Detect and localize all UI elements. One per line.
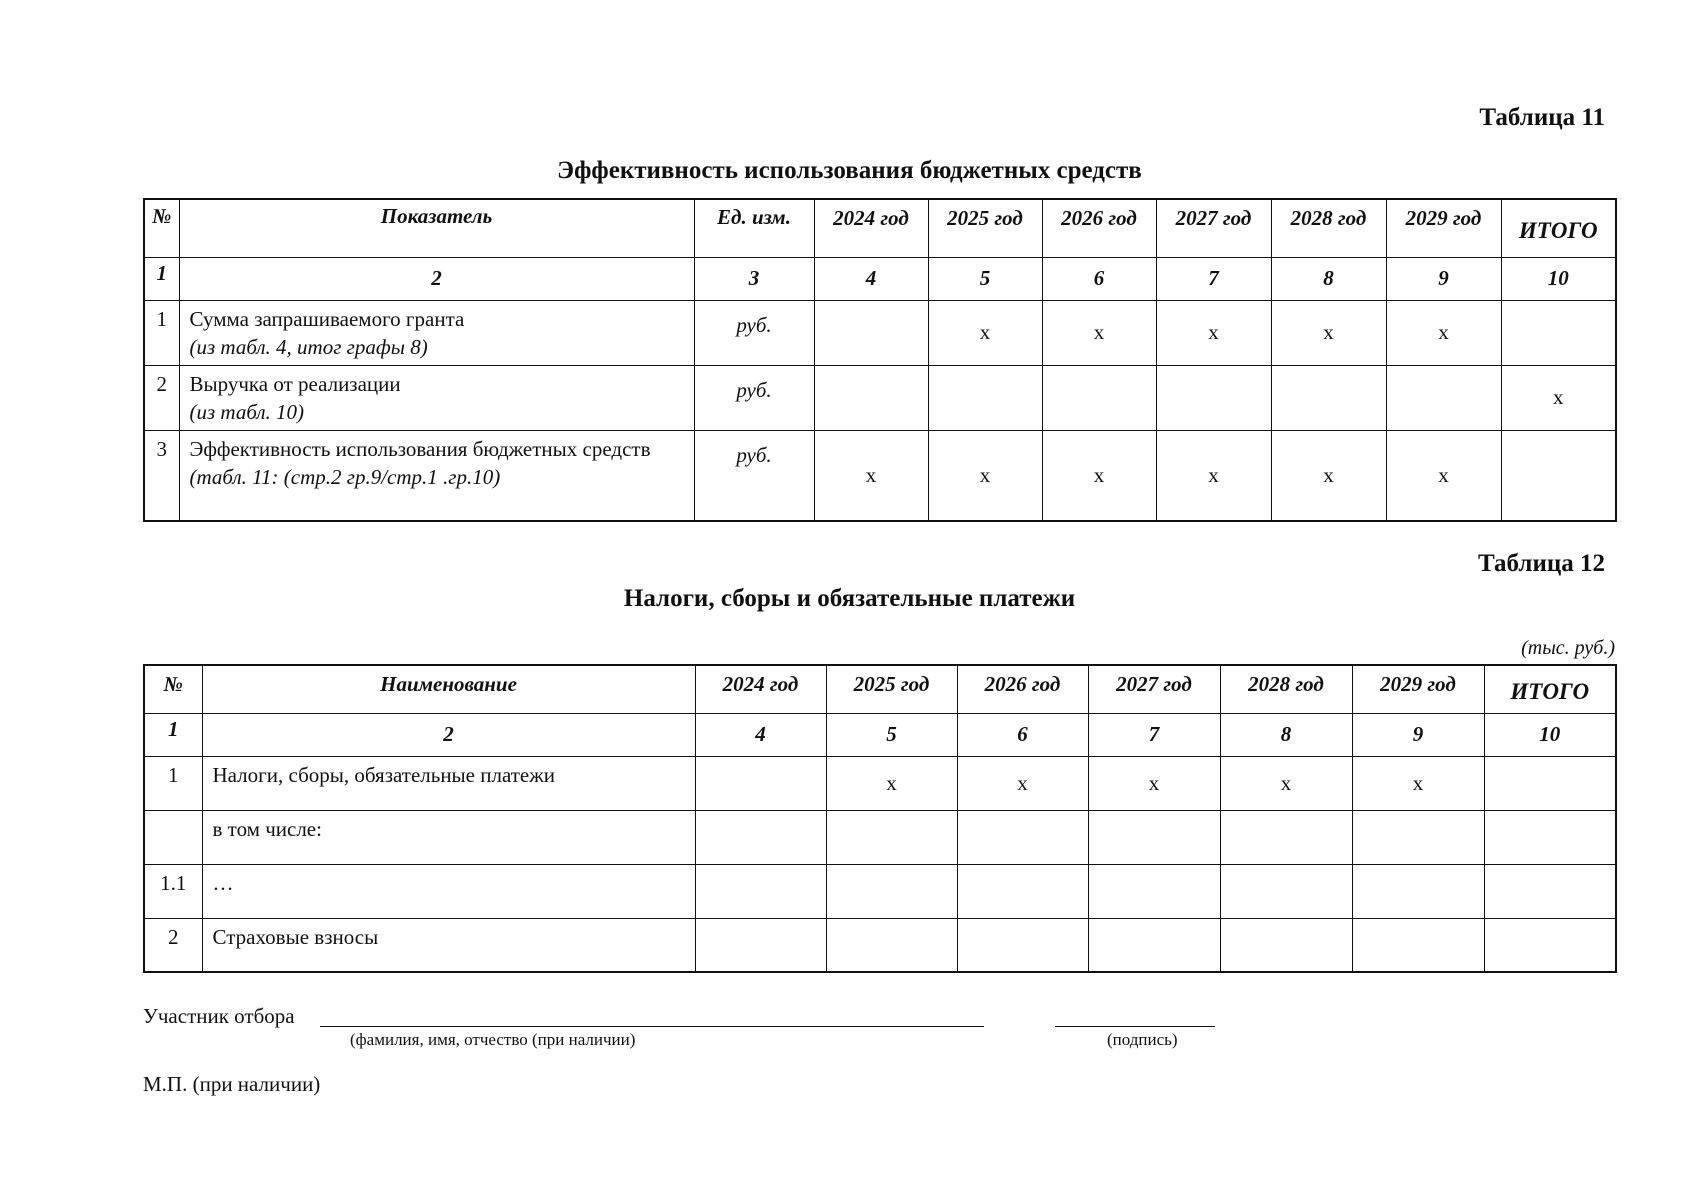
column-number: 2 <box>179 257 694 300</box>
value-cell <box>1352 918 1484 972</box>
row-number: 1 <box>144 756 202 810</box>
value-cell: x <box>826 756 957 810</box>
column-number: 10 <box>1501 257 1616 300</box>
column-number: 8 <box>1220 713 1352 756</box>
value-cell <box>1220 810 1352 864</box>
value-cell <box>814 365 928 430</box>
table-row <box>144 300 1616 365</box>
header-cell: 2025 год <box>826 665 957 713</box>
value-cell <box>826 864 957 918</box>
value-cell <box>1220 864 1352 918</box>
header-cell: 2029 год <box>1386 199 1501 257</box>
value-cell <box>1386 365 1501 430</box>
header-cell: 2029 год <box>1352 665 1484 713</box>
column-number: 6 <box>1042 257 1156 300</box>
table-12-colnum-row <box>144 713 1616 756</box>
value-cell <box>1042 365 1156 430</box>
table-row <box>144 365 1616 430</box>
column-number: 9 <box>1352 713 1484 756</box>
value-cell <box>957 918 1088 972</box>
row-name-text: Эффективность использования бюджетных средств <box>189 436 651 461</box>
header-cell: 2024 год <box>695 665 826 713</box>
value-cell <box>1501 300 1616 365</box>
header-cell: 2024 год <box>814 199 928 257</box>
value-cell: x <box>1386 430 1501 521</box>
row-name <box>179 300 694 365</box>
column-number: 2 <box>202 713 695 756</box>
row-name: Налоги, сборы, обязательные платежи <box>202 756 695 810</box>
value-cell <box>814 300 928 365</box>
column-number: 4 <box>814 257 928 300</box>
value-cell <box>928 365 1042 430</box>
value-cell <box>1271 365 1386 430</box>
column-number: 1 <box>144 257 179 300</box>
row-name-text: Выручка от реализации <box>189 371 401 396</box>
table-12-label: Таблица 12 <box>1477 550 1605 577</box>
value-cell: x <box>1501 365 1616 430</box>
row-name-source: (из табл. 10) <box>189 399 305 424</box>
header-cell: 2027 год <box>1088 665 1220 713</box>
value-cell: x <box>1042 300 1156 365</box>
table-12-units: (тыс. руб.) <box>1521 637 1615 659</box>
column-number: 10 <box>1484 713 1616 756</box>
header-cell: Показатель <box>179 199 694 257</box>
column-number: 4 <box>695 713 826 756</box>
table-11-header-row <box>144 199 1616 257</box>
row-name-source: (из табл. 4, итог графы 8) <box>189 334 428 359</box>
table-11-label: Таблица 11 <box>1479 104 1605 131</box>
unit-cell: руб. <box>694 430 814 521</box>
row-name-source: (табл. 11: (стр.2 гр.9/стр.1 .гр.10) <box>189 464 501 489</box>
row-number: 1.1 <box>144 864 202 918</box>
column-number: 5 <box>928 257 1042 300</box>
value-cell: x <box>957 756 1088 810</box>
value-cell <box>1501 430 1616 521</box>
value-cell <box>1088 864 1220 918</box>
value-cell <box>1352 864 1484 918</box>
value-cell <box>1220 918 1352 972</box>
header-cell: Наименование <box>202 665 695 713</box>
row-name: Страховые взносы <box>202 918 695 972</box>
table-12-header-row <box>144 665 1616 713</box>
table-12-title: Налоги, сборы и обязательные платежи <box>623 585 1076 612</box>
value-cell: x <box>1156 430 1271 521</box>
row-name: в том числе: <box>202 810 695 864</box>
value-cell <box>1352 810 1484 864</box>
value-cell: x <box>1386 300 1501 365</box>
header-cell: № <box>144 665 202 713</box>
table-12 <box>143 664 1617 973</box>
value-cell: x <box>1271 300 1386 365</box>
header-cell: Ед. изм. <box>694 199 814 257</box>
unit-cell: руб. <box>694 300 814 365</box>
name-signature-line <box>320 1002 984 1027</box>
header-cell: ИТОГО <box>1484 665 1616 713</box>
value-cell <box>695 756 826 810</box>
value-cell <box>1484 864 1616 918</box>
row-name: … <box>202 864 695 918</box>
value-cell <box>957 810 1088 864</box>
name-caption: (фамилия, имя, отчество (при наличии) <box>350 1030 636 1049</box>
row-number: 2 <box>144 918 202 972</box>
row-number: 2 <box>144 365 179 430</box>
sign-caption: (подпись) <box>1107 1030 1178 1049</box>
value-cell: x <box>928 300 1042 365</box>
row-name <box>179 430 694 521</box>
header-cell: № <box>144 199 179 257</box>
value-cell <box>1484 918 1616 972</box>
value-cell: x <box>1352 756 1484 810</box>
header-cell: 2025 год <box>928 199 1042 257</box>
value-cell <box>695 918 826 972</box>
value-cell: x <box>1220 756 1352 810</box>
table-row <box>144 864 1616 918</box>
unit-cell: руб. <box>694 365 814 430</box>
table-row <box>144 918 1616 972</box>
column-number: 1 <box>144 713 202 756</box>
table-11 <box>143 198 1617 522</box>
value-cell <box>695 810 826 864</box>
value-cell <box>826 810 957 864</box>
header-cell: 2026 год <box>1042 199 1156 257</box>
row-name <box>179 365 694 430</box>
column-number: 3 <box>694 257 814 300</box>
header-cell: 2028 год <box>1220 665 1352 713</box>
header-cell: 2028 год <box>1271 199 1386 257</box>
row-number <box>144 810 202 864</box>
value-cell <box>1156 365 1271 430</box>
value-cell: x <box>814 430 928 521</box>
column-number: 6 <box>957 713 1088 756</box>
value-cell <box>957 864 1088 918</box>
row-number: 1 <box>144 300 179 365</box>
column-number: 7 <box>1156 257 1271 300</box>
column-number: 7 <box>1088 713 1220 756</box>
row-number: 3 <box>144 430 179 521</box>
table-row <box>144 810 1616 864</box>
row-name-text: Сумма запрашиваемого гранта <box>189 306 465 331</box>
value-cell <box>1484 756 1616 810</box>
value-cell <box>1088 918 1220 972</box>
value-cell: x <box>1088 756 1220 810</box>
column-number: 8 <box>1271 257 1386 300</box>
sign-signature-line <box>1055 1002 1215 1027</box>
table-11-colnum-row <box>144 257 1616 300</box>
value-cell <box>826 918 957 972</box>
header-cell: 2027 год <box>1156 199 1271 257</box>
value-cell <box>1484 810 1616 864</box>
value-cell <box>695 864 826 918</box>
column-number: 9 <box>1386 257 1501 300</box>
header-cell: 2026 год <box>957 665 1088 713</box>
header-cell: ИТОГО <box>1501 199 1616 257</box>
value-cell: x <box>928 430 1042 521</box>
value-cell <box>1088 810 1220 864</box>
table-11-title: Эффективность использования бюджетных средств <box>557 157 1142 184</box>
value-cell: x <box>1042 430 1156 521</box>
participant-label: Участник отбора <box>143 1004 295 1028</box>
table-row <box>144 430 1616 521</box>
stamp-label: М.П. (при наличии) <box>143 1072 321 1096</box>
column-number: 5 <box>826 713 957 756</box>
table-row <box>144 756 1616 810</box>
value-cell: x <box>1156 300 1271 365</box>
value-cell: x <box>1271 430 1386 521</box>
